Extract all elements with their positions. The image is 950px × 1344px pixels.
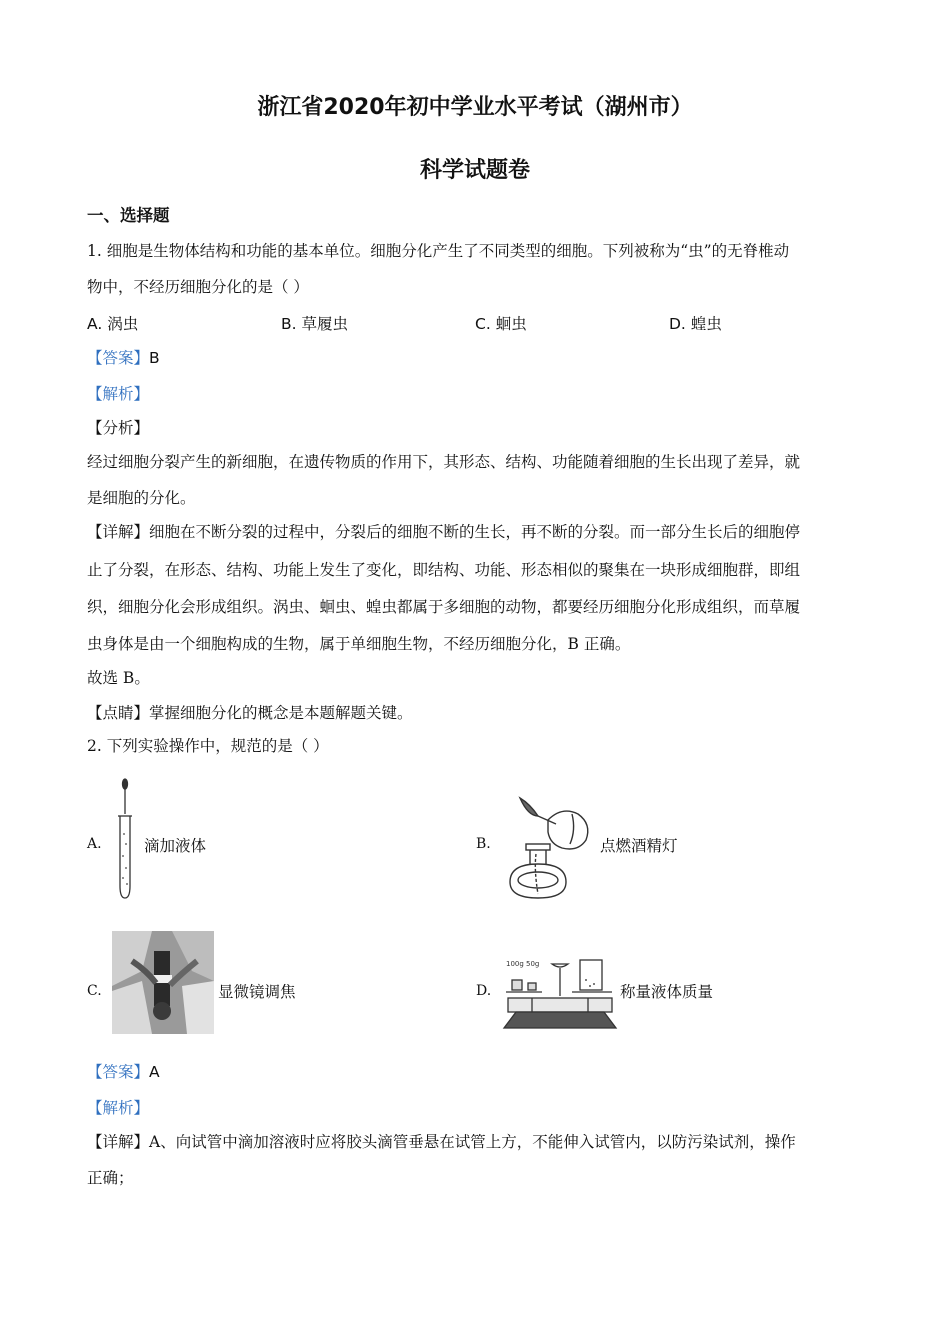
q1-option-d <box>669 312 722 334</box>
option-letter: C. <box>475 315 491 333</box>
answer-tag: 【答案】 <box>87 349 150 367</box>
dianjing-tag: 【点睛】 <box>87 704 150 722</box>
q1-fenxi-line2: 是细胞的分化。 <box>87 489 196 507</box>
q1-fenxi-line1: 经过细胞分裂产生的新细胞，在遗传物质的作用下，其形态、结构、功能随着细胞的生长出现了差异，就 <box>87 453 801 471</box>
option-letter: D. <box>669 315 686 333</box>
q2-detail-line2: 正确； <box>87 1169 134 1187</box>
detail-text: 细胞在不断分裂的过程中，分裂后的细胞不断的生长，再不断的分裂。而一部分生长后的细胞停 <box>149 523 801 541</box>
q1-detail-line1 <box>87 522 863 542</box>
q2-option-b-letter: B. <box>476 836 491 852</box>
dianjing-text: 掌握细胞分化的概念是本题解题关键。 <box>149 704 413 722</box>
balance-figure <box>502 956 618 1034</box>
q1-jiexi-tag: 【解析】 <box>87 385 150 403</box>
q2-stem: 2. 下列实验操作中，规范的是（ ） <box>87 737 329 755</box>
q1-option-c <box>475 312 527 334</box>
q1-detail-line3: 织，细胞分化会形成组织。涡虫、蛔虫、蝗虫都属于多细胞的动物，都要经历细胞分化形成组织，而草履 <box>87 598 801 616</box>
q2-option-c-letter: C. <box>87 983 102 999</box>
q2-option-b-caption: 点燃酒精灯 <box>600 837 678 855</box>
option-letter: B. <box>281 315 297 333</box>
answer-value: A <box>149 1063 160 1081</box>
q2-option-d-letter: D. <box>476 983 492 999</box>
detail-text: A、向试管中滴加溶液时应将胶头滴管垂悬在试管上方，不能伸入试管内，以防污染试剂，操作 <box>149 1133 796 1151</box>
q1-detail-line4: 虫身体是由一个细胞构成的生物，属于单细胞生物，不经历细胞分化，B 正确。 <box>87 635 631 653</box>
q2-option-c-caption: 显微镜调焦 <box>218 983 296 1001</box>
alcohol-lamp-figure <box>500 794 598 906</box>
page-title: 浙江省2020年初中学业水平考试（湖州市） <box>257 95 693 120</box>
q1-detail-line5: 故选 B。 <box>87 669 150 687</box>
weight-label-50g: 50g <box>526 960 540 968</box>
dropper-test-tube-figure <box>108 778 142 904</box>
q2-option-d-caption: 称量液体质量 <box>620 983 714 1001</box>
option-text: 草履虫 <box>301 315 349 333</box>
detail-tag: 【详解】 <box>87 1133 150 1151</box>
q1-answer <box>87 348 863 368</box>
option-letter: A. <box>87 315 103 333</box>
option-text: 涡虫 <box>107 315 139 333</box>
q1-option-a <box>87 312 138 334</box>
q2-option-a-letter: A. <box>87 836 102 852</box>
q1-stem-line1: 1. 细胞是生物体结构和功能的基本单位。细胞分化产生了不同类型的细胞。下列被称为“虫”的无脊椎动 <box>87 242 790 260</box>
weight-label-100g: 100g <box>506 960 524 968</box>
section-heading: 一、选择题 <box>87 206 170 225</box>
q2-jiexi-tag: 【解析】 <box>87 1099 150 1117</box>
option-text: 蛔虫 <box>495 315 527 333</box>
microscope-focus-photo <box>112 931 214 1034</box>
answer-tag: 【答案】 <box>87 1063 150 1081</box>
detail-tag: 【详解】 <box>87 523 150 541</box>
option-text: 蝗虫 <box>690 315 722 333</box>
q1-stem-line2: 物中，不经历细胞分化的是（ ） <box>87 278 309 296</box>
q1-dianjing <box>87 703 863 723</box>
q1-fenxi-tag: 【分析】 <box>87 419 150 437</box>
q2-option-a-caption: 滴加液体 <box>144 837 207 855</box>
q2-detail-line1 <box>87 1132 863 1152</box>
q1-option-b <box>281 312 348 334</box>
q1-detail-line2: 止了分裂，在形态、结构、功能上发生了变化，即结构、功能、形态相似的聚集在一块形成细胞群，即组 <box>87 561 801 579</box>
q2-answer <box>87 1062 863 1082</box>
page-subtitle: 科学试题卷 <box>419 158 530 183</box>
answer-value: B <box>149 349 160 367</box>
